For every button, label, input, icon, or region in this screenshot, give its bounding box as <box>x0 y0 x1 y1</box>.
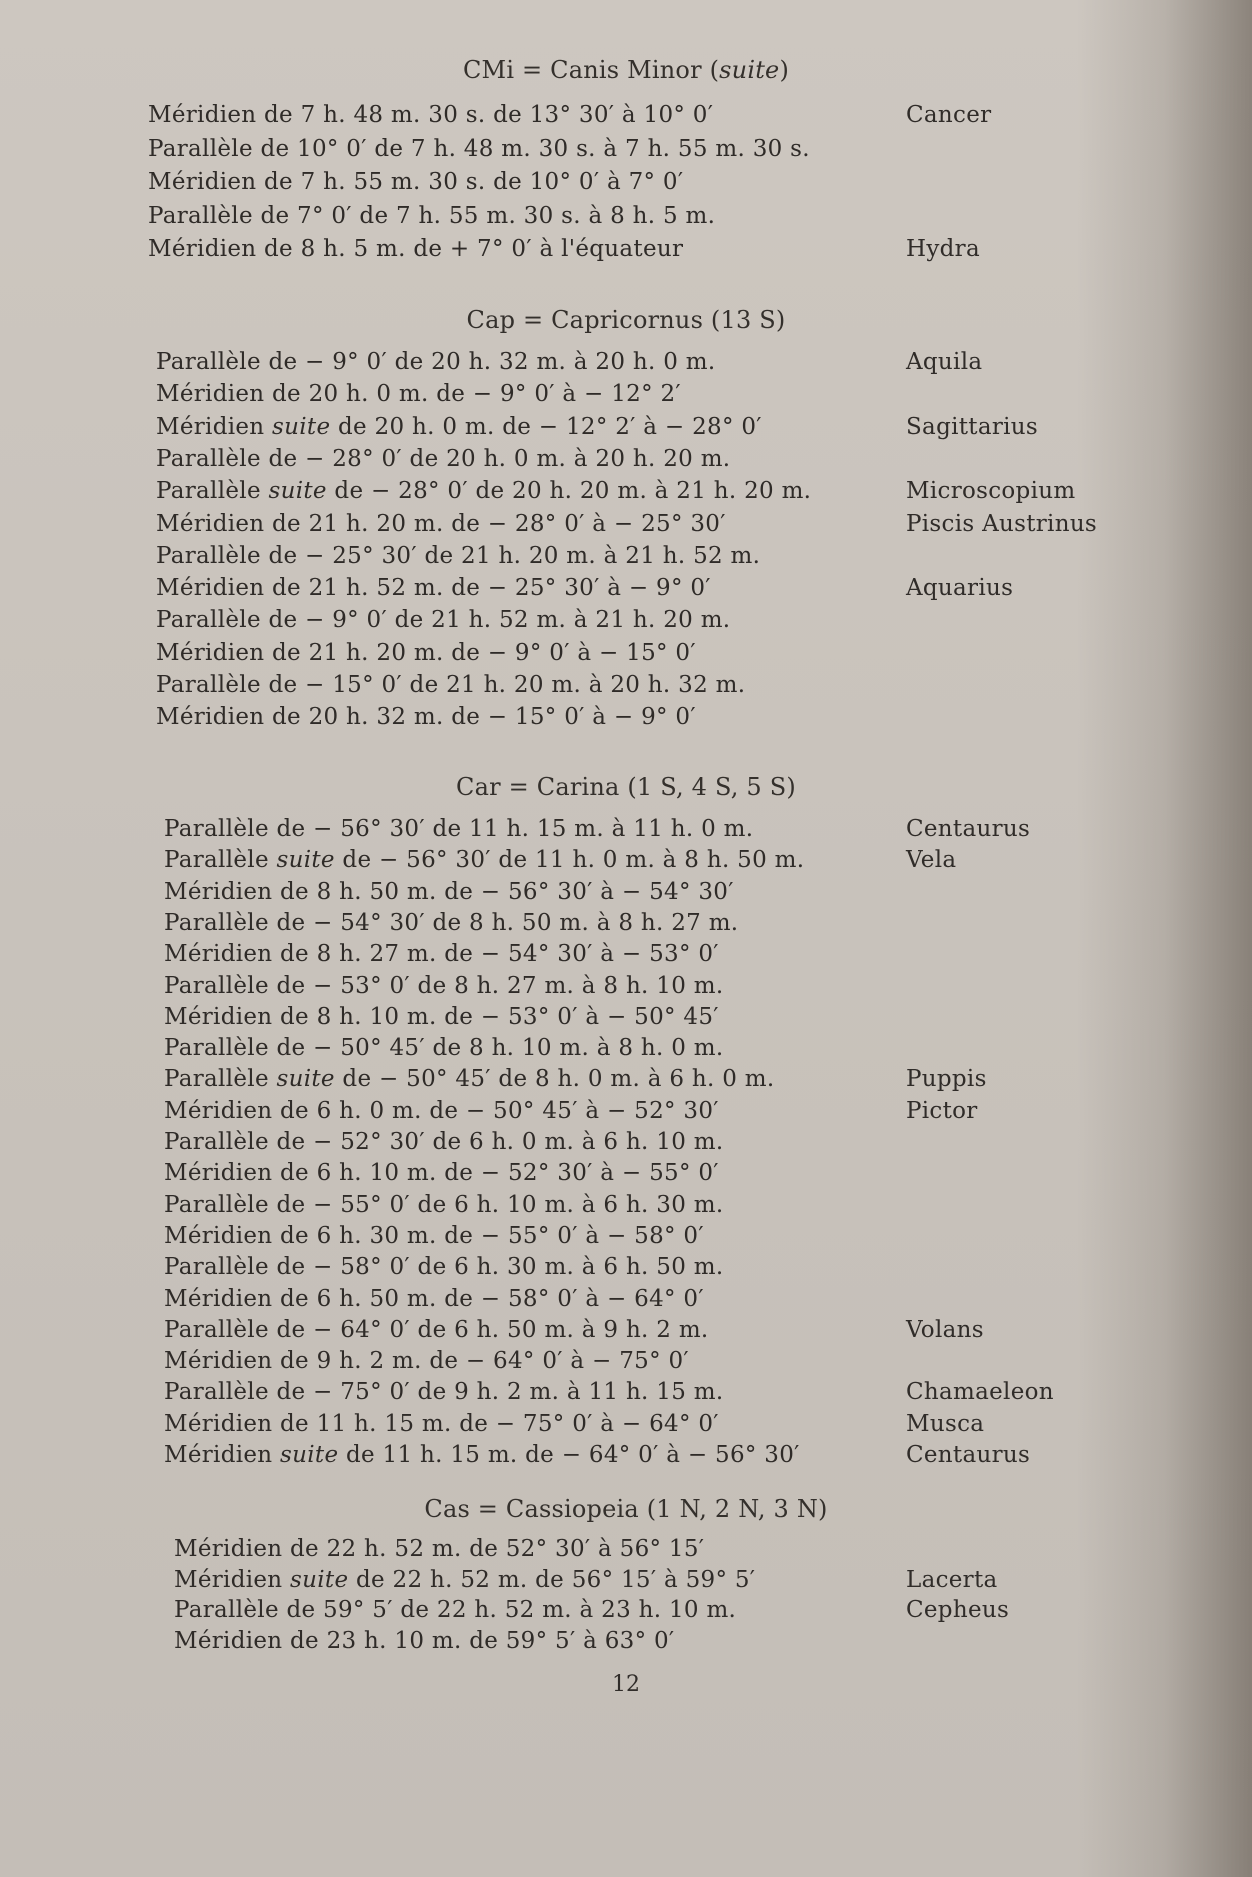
section-heading-cas: Cas = Cassiopeia (1 N, 2 N, 3 N) <box>424 1495 828 1523</box>
boundary-description <box>148 102 713 128</box>
boundary-description <box>164 1411 719 1437</box>
adjacent-constellation: Volans <box>906 1317 984 1343</box>
boundary-description <box>164 1286 704 1312</box>
boundary-description <box>164 1160 719 1186</box>
boundary-description <box>164 1379 723 1405</box>
boundary-kind: Parallèle <box>164 910 269 936</box>
boundary-kind: Méridien <box>164 1442 273 1468</box>
adjacent-constellation: Centaurus <box>906 1442 1031 1468</box>
boundary-coordinates: de − 9° 0′ de 21 h. 52 m. à 21 h. 20 m. <box>260 607 731 633</box>
adjacent-constellation: Cepheus <box>906 1597 1010 1623</box>
boundary-description <box>164 1004 719 1030</box>
adjacent-constellation: Aquarius <box>906 575 1014 601</box>
boundary-row <box>0 1442 1252 1473</box>
boundary-coordinates: de − 75° 0′ de 9 h. 2 m. à 11 h. 15 m. <box>268 1379 724 1405</box>
boundary-coordinates: de 22 h. 52 m. de 52° 30′ à 56° 15′ <box>282 1536 705 1562</box>
boundary-coordinates: de 23 h. 10 m. de 59° 5′ à 63° 0′ <box>282 1628 675 1654</box>
adjacent-constellation: Vela <box>906 847 957 873</box>
boundary-row <box>0 1192 1252 1223</box>
suite-marker: suite <box>290 1567 349 1593</box>
boundary-row <box>0 1066 1252 1097</box>
boundary-row <box>0 1348 1252 1379</box>
boundary-kind: Méridien <box>174 1567 283 1593</box>
boundary-kind: Parallèle <box>164 1379 269 1405</box>
boundary-coordinates: de − 56° 30′ de 11 h. 0 m. à 8 h. 50 m. <box>334 847 805 873</box>
boundary-row <box>0 1317 1252 1348</box>
boundary-kind: Parallèle <box>156 478 261 504</box>
boundary-description <box>156 575 711 601</box>
boundary-kind: Méridien <box>156 640 265 666</box>
boundary-row <box>0 1567 1252 1598</box>
boundary-coordinates: de − 50° 45′ de 8 h. 0 m. à 6 h. 0 m. <box>334 1066 775 1092</box>
boundary-description <box>164 973 723 999</box>
boundary-coordinates: de 22 h. 52 m. de 56° 15′ à 59° 5′ <box>348 1567 756 1593</box>
boundary-coordinates: de 20 h. 32 m. de − 15° 0′ à − 9° 0′ <box>264 704 696 730</box>
adjacent-constellation: Pictor <box>906 1098 978 1124</box>
boundary-row <box>0 910 1252 941</box>
suite-marker: suite <box>280 1442 339 1468</box>
boundary-kind: Méridien <box>164 879 273 905</box>
boundary-description <box>164 1129 723 1155</box>
boundary-description <box>156 543 760 569</box>
boundary-kind: Parallèle <box>164 816 269 842</box>
boundary-kind: Méridien <box>164 1223 273 1249</box>
boundary-description <box>164 816 753 842</box>
boundary-kind: Parallèle <box>164 847 269 873</box>
boundary-coordinates: de 8 h. 5 m. de + 7° 0′ à l'équateur <box>256 236 684 262</box>
boundary-kind: Parallèle <box>148 203 253 229</box>
boundary-description <box>164 1066 775 1092</box>
boundary-description <box>164 941 719 967</box>
boundary-kind: Méridien <box>164 1004 273 1030</box>
page-number: 12 <box>612 1672 640 1697</box>
boundary-coordinates: de − 53° 0′ de 8 h. 27 m. à 8 h. 10 m. <box>268 973 724 999</box>
boundary-kind: Parallèle <box>164 1066 269 1092</box>
boundary-coordinates: de 11 h. 15 m. de − 75° 0′ à − 64° 0′ <box>272 1411 719 1437</box>
boundary-description <box>174 1628 674 1654</box>
boundary-kind: Parallèle <box>164 1035 269 1061</box>
boundary-row <box>0 879 1252 910</box>
adjacent-constellation: Sagittarius <box>906 414 1039 440</box>
section-heading-cmi: CMi = Canis Minor (suite) <box>462 56 790 84</box>
boundary-coordinates: de 10° 0′ de 7 h. 48 m. 30 s. à 7 h. 55 m. 30 s. <box>252 136 810 162</box>
boundary-kind: Méridien <box>148 236 257 262</box>
boundary-row <box>0 1536 1252 1567</box>
boundary-description <box>174 1567 755 1593</box>
boundary-row <box>0 847 1252 878</box>
boundary-row <box>0 1254 1252 1285</box>
boundary-coordinates: de 7° 0′ de 7 h. 55 m. 30 s. à 8 h. 5 m. <box>252 203 716 229</box>
boundary-description <box>164 1098 719 1124</box>
boundary-row <box>0 169 1252 200</box>
boundary-row <box>0 1160 1252 1191</box>
boundary-coordinates: de 21 h. 20 m. de − 9° 0′ à − 15° 0′ <box>264 640 696 666</box>
boundary-row <box>0 1411 1252 1442</box>
boundary-row <box>0 381 1252 412</box>
boundary-coordinates: de 8 h. 10 m. de − 53° 0′ à − 50° 45′ <box>272 1004 719 1030</box>
boundary-kind: Méridien <box>156 414 265 440</box>
boundary-description <box>164 910 738 936</box>
boundary-row <box>0 1379 1252 1410</box>
boundary-description <box>164 1348 689 1374</box>
boundary-row <box>0 1223 1252 1254</box>
boundary-description <box>164 847 804 873</box>
boundary-row <box>0 672 1252 703</box>
boundary-row <box>0 973 1252 1004</box>
boundary-coordinates: de − 9° 0′ de 20 h. 32 m. à 20 h. 0 m. <box>260 349 716 375</box>
boundary-description <box>156 414 762 440</box>
boundary-coordinates: de 9 h. 2 m. de − 64° 0′ à − 75° 0′ <box>272 1348 689 1374</box>
boundary-row <box>0 704 1252 735</box>
boundary-coordinates: de 20 h. 0 m. de − 12° 2′ à − 28° 0′ <box>330 414 762 440</box>
boundary-row <box>0 136 1252 167</box>
boundary-kind: Méridien <box>156 511 265 537</box>
boundary-description <box>156 478 811 504</box>
boundary-kind: Parallèle <box>164 973 269 999</box>
boundary-coordinates: de − 52° 30′ de 6 h. 0 m. à 6 h. 10 m. <box>268 1129 724 1155</box>
boundary-row <box>0 941 1252 972</box>
boundary-row <box>0 349 1252 380</box>
boundary-description <box>148 136 810 162</box>
boundary-description <box>156 349 715 375</box>
boundary-coordinates: de − 25° 30′ de 21 h. 20 m. à 21 h. 52 m. <box>260 543 761 569</box>
boundary-coordinates: de − 58° 0′ de 6 h. 30 m. à 6 h. 50 m. <box>268 1254 724 1280</box>
boundary-coordinates: de 7 h. 55 m. 30 s. de 10° 0′ à 7° 0′ <box>256 169 684 195</box>
boundary-row <box>0 640 1252 671</box>
adjacent-constellation: Chamaeleon <box>906 1379 1054 1405</box>
boundary-row <box>0 414 1252 445</box>
adjacent-constellation: Piscis Austrinus <box>906 511 1098 537</box>
adjacent-constellation: Hydra <box>906 236 980 262</box>
boundary-coordinates: de 21 h. 20 m. de − 28° 0′ à − 25° 30′ <box>264 511 726 537</box>
boundary-row <box>0 203 1252 234</box>
boundary-row <box>0 607 1252 638</box>
boundary-row <box>0 102 1252 133</box>
boundary-row <box>0 236 1252 267</box>
boundary-description <box>148 169 683 195</box>
boundary-kind: Méridien <box>148 102 257 128</box>
boundary-coordinates: de 6 h. 10 m. de − 52° 30′ à − 55° 0′ <box>272 1160 719 1186</box>
section-heading-cap: Cap = Capricornus (13 S) <box>466 306 786 334</box>
boundary-row <box>0 543 1252 574</box>
boundary-description <box>156 446 730 472</box>
boundary-kind: Méridien <box>164 1160 273 1186</box>
boundary-row <box>0 1129 1252 1160</box>
boundary-description <box>148 203 715 229</box>
boundary-kind: Parallèle <box>156 607 261 633</box>
boundary-coordinates: de 59° 5′ de 22 h. 52 m. à 23 h. 10 m. <box>278 1597 737 1623</box>
boundary-description <box>164 1254 723 1280</box>
boundary-kind: Parallèle <box>164 1192 269 1218</box>
boundary-coordinates: de − 28° 0′ de 20 h. 0 m. à 20 h. 20 m. <box>260 446 731 472</box>
boundary-row <box>0 1098 1252 1129</box>
boundary-row <box>0 1628 1252 1659</box>
boundary-kind: Méridien <box>156 575 265 601</box>
boundary-coordinates: de − 64° 0′ de 6 h. 50 m. à 9 h. 2 m. <box>268 1317 709 1343</box>
boundary-kind: Parallèle <box>156 672 261 698</box>
boundary-kind: Parallèle <box>156 446 261 472</box>
boundary-kind: Méridien <box>164 1411 273 1437</box>
boundary-description <box>156 511 726 537</box>
adjacent-constellation: Musca <box>906 1411 985 1437</box>
suite-marker: suite <box>276 847 335 873</box>
boundary-coordinates: de − 28° 0′ de 20 h. 20 m. à 21 h. 20 m. <box>326 478 812 504</box>
boundary-row <box>0 1035 1252 1066</box>
boundary-description <box>164 879 734 905</box>
boundary-description <box>164 1035 723 1061</box>
boundary-kind: Parallèle <box>164 1317 269 1343</box>
boundary-kind: Méridien <box>164 1286 273 1312</box>
boundary-coordinates: de − 54° 30′ de 8 h. 50 m. à 8 h. 27 m. <box>268 910 739 936</box>
boundary-description <box>164 1192 723 1218</box>
boundary-coordinates: de 8 h. 27 m. de − 54° 30′ à − 53° 0′ <box>272 941 719 967</box>
adjacent-constellation: Aquila <box>906 349 983 375</box>
adjacent-constellation: Lacerta <box>906 1567 998 1593</box>
boundary-kind: Méridien <box>174 1628 283 1654</box>
boundary-row <box>0 446 1252 477</box>
boundary-coordinates: de 8 h. 50 m. de − 56° 30′ à − 54° 30′ <box>272 879 734 905</box>
boundary-kind: Parallèle <box>174 1597 279 1623</box>
suite-marker: suite <box>276 1066 335 1092</box>
boundary-row <box>0 575 1252 606</box>
boundary-coordinates: de − 55° 0′ de 6 h. 10 m. à 6 h. 30 m. <box>268 1192 724 1218</box>
boundary-description <box>164 1442 800 1468</box>
section-heading-car: Car = Carina (1 S, 4 S, 5 S) <box>456 773 796 801</box>
boundary-row <box>0 511 1252 542</box>
boundary-kind: Parallèle <box>164 1129 269 1155</box>
boundary-description <box>156 607 730 633</box>
boundary-kind: Méridien <box>174 1536 283 1562</box>
boundary-coordinates: de 20 h. 0 m. de − 9° 0′ à − 12° 2′ <box>264 381 681 407</box>
boundary-coordinates: de 6 h. 50 m. de − 58° 0′ à − 64° 0′ <box>272 1286 704 1312</box>
boundary-coordinates: de 6 h. 30 m. de − 55° 0′ à − 58° 0′ <box>272 1223 704 1249</box>
adjacent-constellation: Microscopium <box>906 478 1076 504</box>
boundary-coordinates: de 11 h. 15 m. de − 64° 0′ à − 56° 30′ <box>338 1442 800 1468</box>
boundary-description <box>174 1597 736 1623</box>
suite-marker: suite <box>268 478 327 504</box>
boundary-description <box>148 236 683 262</box>
adjacent-constellation: Puppis <box>906 1066 987 1092</box>
boundary-coordinates: de − 15° 0′ de 21 h. 20 m. à 20 h. 32 m. <box>260 672 746 698</box>
boundary-coordinates: de − 50° 45′ de 8 h. 10 m. à 8 h. 0 m. <box>268 1035 724 1061</box>
boundary-row <box>0 1597 1252 1628</box>
boundary-kind: Méridien <box>148 169 257 195</box>
adjacent-constellation: Centaurus <box>906 816 1031 842</box>
boundary-coordinates: de 21 h. 52 m. de − 25° 30′ à − 9° 0′ <box>264 575 711 601</box>
boundary-description <box>156 704 696 730</box>
boundary-description <box>156 640 696 666</box>
adjacent-constellation: Cancer <box>906 102 992 128</box>
boundary-row <box>0 1286 1252 1317</box>
boundary-coordinates: de 7 h. 48 m. 30 s. de 13° 30′ à 10° 0′ <box>256 102 714 128</box>
boundary-description <box>164 1317 709 1343</box>
boundary-kind: Parallèle <box>148 136 253 162</box>
boundary-row <box>0 478 1252 509</box>
boundary-kind: Méridien <box>156 704 265 730</box>
boundary-kind: Parallèle <box>156 543 261 569</box>
suite-marker: suite <box>272 414 331 440</box>
boundary-kind: Méridien <box>156 381 265 407</box>
boundary-kind: Méridien <box>164 1348 273 1374</box>
boundary-coordinates: de 6 h. 0 m. de − 50° 45′ à − 52° 30′ <box>272 1098 719 1124</box>
boundary-row <box>0 1004 1252 1035</box>
boundary-kind: Parallèle <box>156 349 261 375</box>
boundary-description <box>156 672 745 698</box>
boundary-kind: Méridien <box>164 1098 273 1124</box>
boundary-description <box>156 381 681 407</box>
boundary-coordinates: de − 56° 30′ de 11 h. 15 m. à 11 h. 0 m. <box>268 816 754 842</box>
boundary-row <box>0 816 1252 847</box>
boundary-kind: Parallèle <box>164 1254 269 1280</box>
boundary-description <box>174 1536 704 1562</box>
boundary-description <box>164 1223 704 1249</box>
boundary-kind: Méridien <box>164 941 273 967</box>
